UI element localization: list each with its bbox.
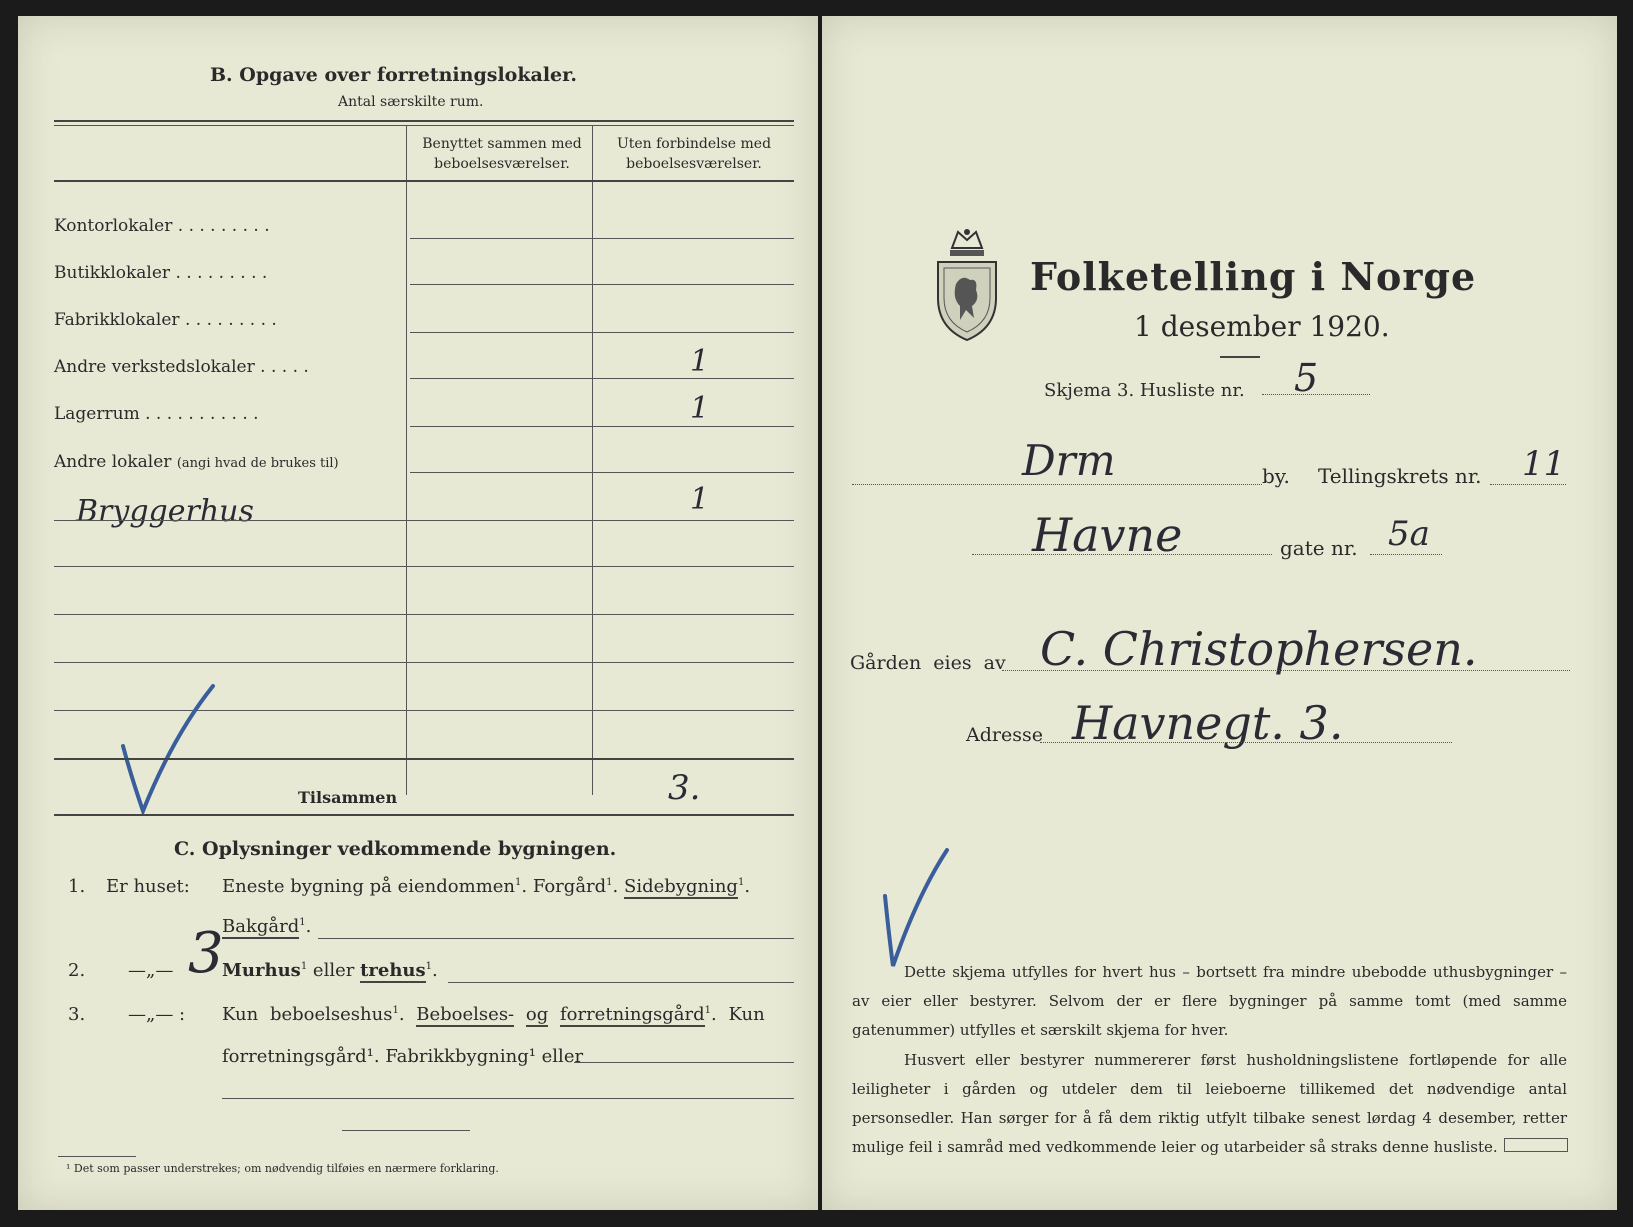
adresse-value: Havnegt. 3. <box>1072 696 1344 750</box>
instructions-p2: Husvert eller bestyrer nummererer først husholdningslistene fortløpende for alle leiligheter i gården og utdeler dem til leieboerne tillikemed det nødvendige antal personsedler. Han sørger for å få dem riktig utfylt tilbake senest lørdag 4 desember, retter mulige feil i samråd med vedkommende leier og utarbeider så straks denne husliste. <box>852 1051 1567 1156</box>
coat-of-arms-icon <box>932 226 1002 344</box>
left-page <box>18 16 818 1210</box>
item3-beboelses: Beboelses- <box>416 1004 515 1025</box>
instructions-p1: Dette skjema utfylles for hvert hus – bortsett fra mindre ubebodde uthusbygninger – av eier eller bestyrer. Selvom der er flere bygninger på samme tomt (med samme gatenummer) utfylles et særskilt skjema for hver. <box>852 963 1567 1039</box>
tellingskrets-value: 11 <box>1522 444 1566 484</box>
item3-text: Kun beboelseshus <box>222 1004 393 1025</box>
col1-header: Benyttet sammen med beboelsesværelser. <box>422 136 582 172</box>
item1-forgard: Forgård <box>532 876 607 897</box>
andre-lokaler-note: (angi hvad de brukes til) <box>176 456 339 471</box>
andre-lokaler-text: Andre lokaler <box>54 452 172 472</box>
andre-lokaler-label <box>54 452 339 472</box>
value-lagerrum: 1 <box>690 391 710 426</box>
adresse-label: Adresse <box>966 724 1043 746</box>
value-andre-verkstedslokaler: 1 <box>690 344 710 379</box>
skjema-label: Skjema 3. Husliste nr. <box>1044 380 1245 401</box>
tellingskrets-label: Tellingskrets nr. <box>1318 464 1482 488</box>
item2-num: 2. <box>68 960 86 981</box>
item3-og: og <box>525 1004 549 1025</box>
andre-lokaler-handwritten: Bryggerhus <box>76 494 254 529</box>
item1-bakgard: Bakgård <box>222 916 300 937</box>
col2-header: Uten forbindelse med beboelsesværelser. <box>616 136 772 172</box>
gate-value: Havne <box>1032 508 1183 562</box>
row-label-andre-verkstedslokaler: Andre verkstedslokaler . . . . . <box>54 357 309 377</box>
item2-eller: eller <box>312 960 355 981</box>
item1-bakgard-line: Bakgård$^1$. <box>222 916 312 937</box>
row-label-lagerrum: Lagerrum . . . . . . . . . . . <box>54 404 259 424</box>
row-label-fabrikklokaler: Fabrikklokaler . . . . . . . . . <box>54 310 277 330</box>
item1-line: Eneste bygning på eiendommen$^1$. Forgård$^1$. Sidebygning$^1$. <box>222 876 751 897</box>
total-label: Tilsammen <box>298 788 398 807</box>
eier-label: Gården eies av <box>850 652 1006 674</box>
section-b-subtitle: Antal særskilte rum. <box>338 94 484 110</box>
item2-line: Murhus$^1$ eller trehus$^1$. <box>222 960 438 981</box>
census-date: 1 desember 1920. <box>1134 310 1390 343</box>
gate-label: gate nr. <box>1280 536 1358 560</box>
printer-stamp <box>1504 1138 1568 1152</box>
item1-lead: Er huset: <box>106 876 190 897</box>
item2-trehus: trehus <box>360 960 426 981</box>
section-c-title: C. Oplysninger vedkommende bygningen. <box>174 838 617 860</box>
by-value: Drm <box>1022 436 1116 485</box>
item1-num: 1. <box>68 876 86 897</box>
row-label-kontorlokaler: Kontorlokaler . . . . . . . . . <box>54 216 270 236</box>
item1-text: Eneste bygning på eiendommen <box>222 876 516 897</box>
value-andre-lokaler: 1 <box>690 482 710 517</box>
item2-lead: —„— <box>128 960 174 981</box>
right-page <box>822 16 1617 1210</box>
census-title: Folketelling i Norge <box>1030 254 1477 299</box>
husliste-nr: 5 <box>1294 356 1319 400</box>
section-b-title: B. Opgave over forretningslokaler. <box>210 64 578 86</box>
checkmark-icon <box>113 676 223 816</box>
item3-line2: forretningsgård¹. Fabrikkbygning¹ eller <box>222 1046 584 1067</box>
total-value: 3. <box>668 768 701 808</box>
by-label: by. <box>1262 464 1290 488</box>
row-label-butikklokaler: Butikklokaler . . . . . . . . . <box>54 263 268 283</box>
eier-value: C. Christophersen. <box>1040 622 1478 676</box>
item3-line: Kun beboelseshus$^1$. Beboelses- og forretningsgård$^1$. Kun <box>222 1004 765 1025</box>
item3-forretningsgard: forretningsgård <box>559 1004 705 1025</box>
section-c-handwritten-mark: 3 <box>188 921 224 986</box>
footnote: ¹ Det som passer understrekes; om nødvendig tilføies en nærmere forklaring. <box>66 1162 499 1175</box>
item1-sidebygning: Sidebygning <box>624 876 738 897</box>
item3-num: 3. <box>68 1004 86 1025</box>
checkmark-icon <box>877 836 957 976</box>
item2-murhus: Murhus <box>222 960 301 981</box>
item3-kun: Kun <box>728 1004 765 1025</box>
item3-lead: —„— : <box>128 1004 186 1025</box>
gate-nr: 5a <box>1388 514 1430 554</box>
